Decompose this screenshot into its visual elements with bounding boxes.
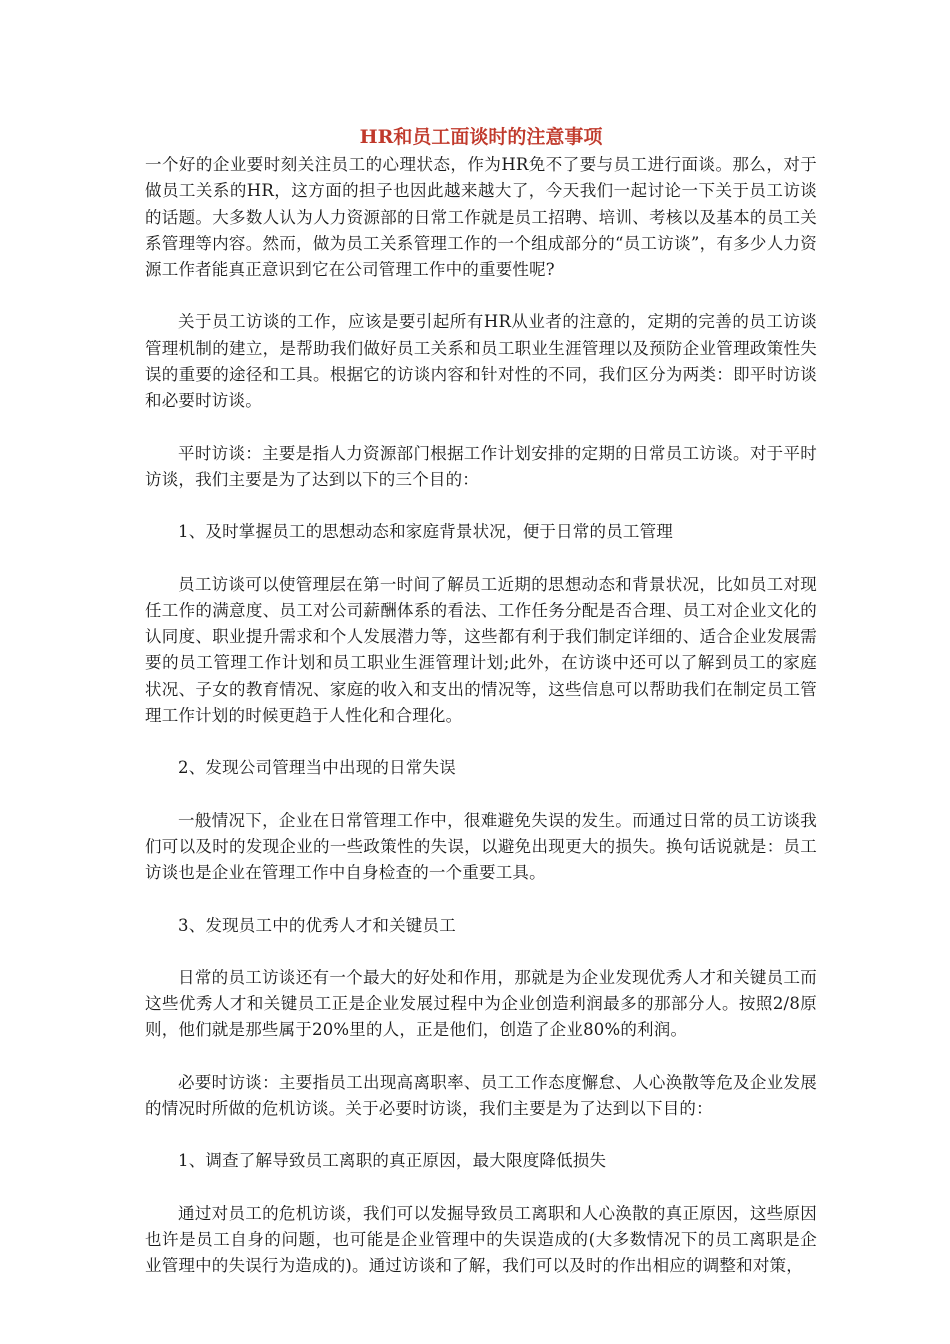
document-page [145, 122, 817, 1306]
paragraph-purpose-2-detail: 一般情况下，企业在日常管理工作中，很难避免失误的发生。而通过日常的员工访谈我们可以及时的发现企业的一些政策性的失误，以避免出现更大的损失。换句话说就是：员工访谈也是企业在管理工作中自身检查的一个重要工具。 [145, 810, 817, 883]
heading-purpose-2: 2、发现公司管理当中出现的日常失误 [178, 758, 456, 778]
paragraph-necessary-interview: 必要时访谈：主要指员工出现高离职率、员工工作态度懈怠、人心涣散等危及企业发展的情况时所做的危机访谈。关于必要时访谈，我们主要是为了达到以下目的： [145, 1072, 817, 1119]
paragraph-purpose-3-detail: 日常的员工访谈还有一个最大的好处和作用，那就是为企业发现优秀人才和关键员工而这些优秀人才和关键员工正是企业发展过程中为企业创造利润最多的那部分人。按照2/8原则，他们就是那些属于20%里的人，正是他们，创造了企业80%的利润。 [145, 967, 817, 1040]
heading-purpose-3: 3、发现员工中的优秀人才和关键员工 [178, 915, 456, 935]
paragraph-interview-overview: 关于员工访谈的工作，应该是要引起所有HR从业者的注意的，定期的完善的员工访谈管理机制的建立，是帮助我们做好员工关系和员工职业生涯管理以及预防企业管理政策性失误的重要的途径和工具。根据它的访谈内容和针对性的不同，我们区分为两类：即平时访谈和必要时访谈。 [145, 312, 817, 411]
paragraph-purpose-1-detail: 员工访谈可以使管理层在第一时间了解员工近期的思想动态和背景状况，比如员工对现任工作的满意度、员工对公司薪酬体系的看法、工作任务分配是否合理、员工对企业文化的认同度、职业提升需求和个人发展潜力等，这些都有利于我们制定详细的、适合企业发展需要的员工管理工作计划和员工职业生涯管理计划;此外，在访谈中还可以了解到员工的家庭状况、子女的教育情况、家庭的收入和支出的情况等，这些信息可以帮助我们在制定员工管理工作计划的时候更趋于人性化和合理化。 [145, 574, 817, 726]
paragraph-regular-interview: 平时访谈：主要是指人力资源部门根据工作计划安排的定期的日常员工访谈。对于平时访谈，我们主要是为了达到以下的三个目的： [145, 443, 817, 489]
heading-necessary-purpose-1: 1、调查了解导致员工离职的真正原因，最大限度降低损失 [178, 1151, 607, 1171]
paragraph-necessary-purpose-1-detail: 通过对员工的危机访谈，我们可以发掘导致员工离职和人心涣散的真正原因，这些原因也许是员工自身的问题，也可能是企业管理中的失误造成的(大多数情况下的员工离职是企业管理中的失误行为造成的)。通过访谈和了解，我们可以及时的作出相应的调整和对策， [145, 1203, 817, 1276]
heading-purpose-1: 1、及时掌握员工的思想动态和家庭背景状况，便于日常的员工管理 [178, 522, 673, 542]
paragraph-intro: 一个好的企业要时刻关注员工的心理状态，作为HR免不了要与员工进行面谈。那么，对于做员工关系的HR，这方面的担子也因此越来越大了，今天我们一起讨论一下关于员工访谈的话题。大多数人认为人力资源部的日常工作就是员工招聘、培训、考核以及基本的员工关系管理等内容。然而，做为员工关系管理工作的一个组成部分的“员工访谈”，有多少人力资源工作者能真正意识到它在公司管理工作中的重要性呢? [145, 155, 817, 280]
document-title: HR和员工面谈时的注意事项 [359, 126, 603, 148]
